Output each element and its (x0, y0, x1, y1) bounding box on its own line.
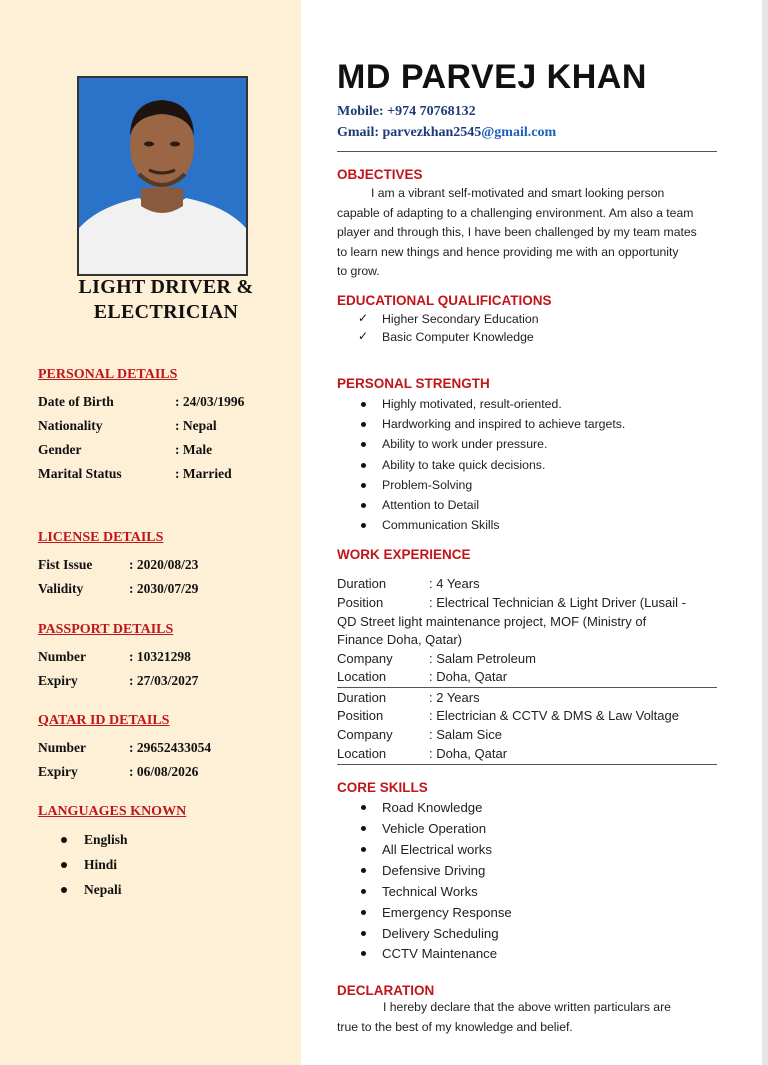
checkmark-icon: ✓ (358, 311, 369, 325)
license-issue-label: Fist Issue (38, 557, 93, 572)
objectives-text (337, 184, 722, 282)
bullet-icon (361, 826, 366, 831)
language-item: Hindi (84, 857, 118, 872)
languages-heading: LANGUAGES KNOWN (38, 804, 187, 819)
qatar-id-heading: QATAR ID DETAILS (38, 713, 170, 728)
qid-number-value: : 29652433054 (129, 740, 212, 755)
bullet-icon (361, 868, 366, 873)
passport-expiry-label: Expiry (38, 673, 78, 688)
job2-duration-value: : 2 Years (429, 690, 480, 705)
objectives-line: capable of adapting to a challenging environment. Am also a team (337, 205, 694, 220)
bullet-icon (361, 483, 366, 488)
bullet-icon (361, 463, 366, 468)
sidebar (0, 0, 301, 1065)
job-divider (337, 764, 717, 765)
main-content (301, 0, 762, 1065)
bullet-icon (361, 523, 366, 528)
email-label: Gmail: parvezkhan2545 (337, 125, 482, 140)
strength-item: Hardworking and inspired to achieve targets. (382, 417, 626, 431)
license-details-heading: LICENSE DETAILS (38, 530, 164, 545)
header-divider (337, 151, 717, 152)
nationality-label: Nationality (38, 418, 103, 433)
bullet-icon (361, 847, 366, 852)
education-item: Basic Computer Knowledge (382, 330, 534, 344)
skill-item: CCTV Maintenance (382, 946, 498, 961)
declaration-line: true to the best of my knowledge and belief. (337, 1019, 573, 1034)
bullet-icon (361, 402, 366, 407)
nationality-value: : Nepal (175, 418, 217, 433)
bullet-icon (361, 503, 366, 508)
passport-number-value: : 10321298 (129, 649, 191, 664)
marital-value: : Married (175, 466, 232, 481)
profile-photo (77, 76, 248, 276)
bullet-icon (61, 887, 67, 893)
dob-value: : 24/03/1996 (175, 394, 245, 409)
education-heading: EDUCATIONAL QUALIFICATIONS (337, 293, 552, 308)
passport-expiry-value: : 27/03/2027 (129, 673, 199, 688)
mobile-text: Mobile: +974 70768132 (337, 104, 476, 119)
job1-duration-value: : 4 Years (429, 576, 480, 591)
skill-item: Emergency Response (382, 905, 512, 920)
skill-item: Delivery Scheduling (382, 926, 499, 941)
strength-item: Ability to take quick decisions. (382, 458, 546, 472)
job-title-line2: ELECTRICIAN (93, 301, 239, 323)
strength-item: Problem-Solving (382, 478, 473, 492)
license-validity-value: : 2030/07/29 (129, 581, 199, 596)
language-item: Nepali (84, 882, 122, 897)
license-validity-label: Validity (38, 581, 84, 596)
job1-position-cont: Finance Doha, Qatar) (337, 632, 463, 647)
passport-number-label: Number (38, 649, 86, 664)
job1-position-value: : Electrical Technician & Light Driver (Lusail - (429, 595, 686, 610)
bullet-icon (361, 889, 366, 894)
strength-heading: PERSONAL STRENGTH (337, 376, 490, 391)
job2-position-label: Position (337, 708, 384, 723)
gender-label: Gender (38, 442, 82, 457)
declaration-heading: DECLARATION (337, 983, 435, 998)
declaration-line: I hereby declare that the above written particulars are (383, 1000, 671, 1014)
bullet-icon (361, 805, 366, 810)
job2-location-value: : Doha, Qatar (429, 746, 508, 761)
job2-company-value: : Salam Sice (429, 727, 502, 742)
job1-position-label: Position (337, 595, 384, 610)
skills-heading: CORE SKILLS (337, 780, 428, 795)
objectives-line: I am a vibrant self-motivated and smart looking person (371, 186, 665, 200)
job1-company-value: : Salam Petroleum (429, 651, 536, 666)
bullet-icon (361, 931, 366, 936)
skill-item: Road Knowledge (382, 800, 483, 815)
strength-item: Highly motivated, result-oriented. (382, 397, 562, 411)
job1-company-label: Company (337, 651, 393, 666)
marital-label: Marital Status (38, 466, 122, 481)
objectives-line: to learn new things and hence providing me with an opportunity (337, 244, 679, 259)
bullet-icon (61, 837, 67, 843)
job1-location-value: : Doha, Qatar (429, 669, 508, 684)
personal-details-heading: PERSONAL DETAILS (38, 367, 178, 382)
portrait-image (79, 78, 246, 274)
checkmark-icon: ✓ (358, 329, 369, 343)
bullet-icon (361, 951, 366, 956)
job-divider (337, 687, 717, 688)
email-domain-link[interactable]: @gmail.com (481, 125, 557, 140)
job1-location-label: Location (337, 669, 387, 684)
skill-item: All Electrical works (382, 842, 492, 857)
job2-position-value: : Electrician & CCTV & DMS & Law Voltage (429, 708, 679, 723)
passport-details-heading: PASSPORT DETAILS (38, 622, 174, 637)
job-title (40, 275, 292, 325)
education-item: Higher Secondary Education (382, 312, 539, 326)
qid-expiry-value: : 06/08/2026 (129, 764, 199, 779)
candidate-name: MD PARVEJ KHAN (337, 58, 647, 96)
bullet-icon (361, 910, 366, 915)
license-issue-value: : 2020/08/23 (129, 557, 199, 572)
strength-item: Ability to work under pressure. (382, 437, 548, 451)
work-heading: WORK EXPERIENCE (337, 547, 471, 562)
strength-item: Attention to Detail (382, 498, 480, 512)
objectives-line: to grow. (337, 264, 380, 279)
bullet-icon (361, 422, 366, 427)
objectives-line: player and through this, I have been challenged by my team mates (337, 225, 697, 240)
qid-number-label: Number (38, 740, 86, 755)
job-title-line1: LIGHT DRIVER & (78, 276, 254, 298)
qid-expiry-label: Expiry (38, 764, 78, 779)
skill-item: Vehicle Operation (382, 821, 487, 836)
job2-duration-label: Duration (337, 690, 387, 705)
job1-position-cont: QD Street light maintenance project, MOF (Ministry of (337, 614, 647, 629)
skill-item: Technical Works (382, 884, 478, 899)
bullet-icon (361, 442, 366, 447)
skill-item: Defensive Driving (382, 863, 486, 878)
gender-value: : Male (175, 442, 213, 457)
objectives-heading: OBJECTIVES (337, 167, 423, 182)
job2-company-label: Company (337, 727, 393, 742)
bullet-icon (61, 862, 67, 868)
job1-duration-label: Duration (337, 576, 387, 591)
strength-item: Communication Skills (382, 518, 500, 532)
email-line (337, 125, 556, 141)
language-item: English (84, 832, 128, 847)
dob-label: Date of Birth (38, 394, 114, 409)
declaration-text (337, 998, 722, 1037)
job2-location-label: Location (337, 746, 387, 761)
